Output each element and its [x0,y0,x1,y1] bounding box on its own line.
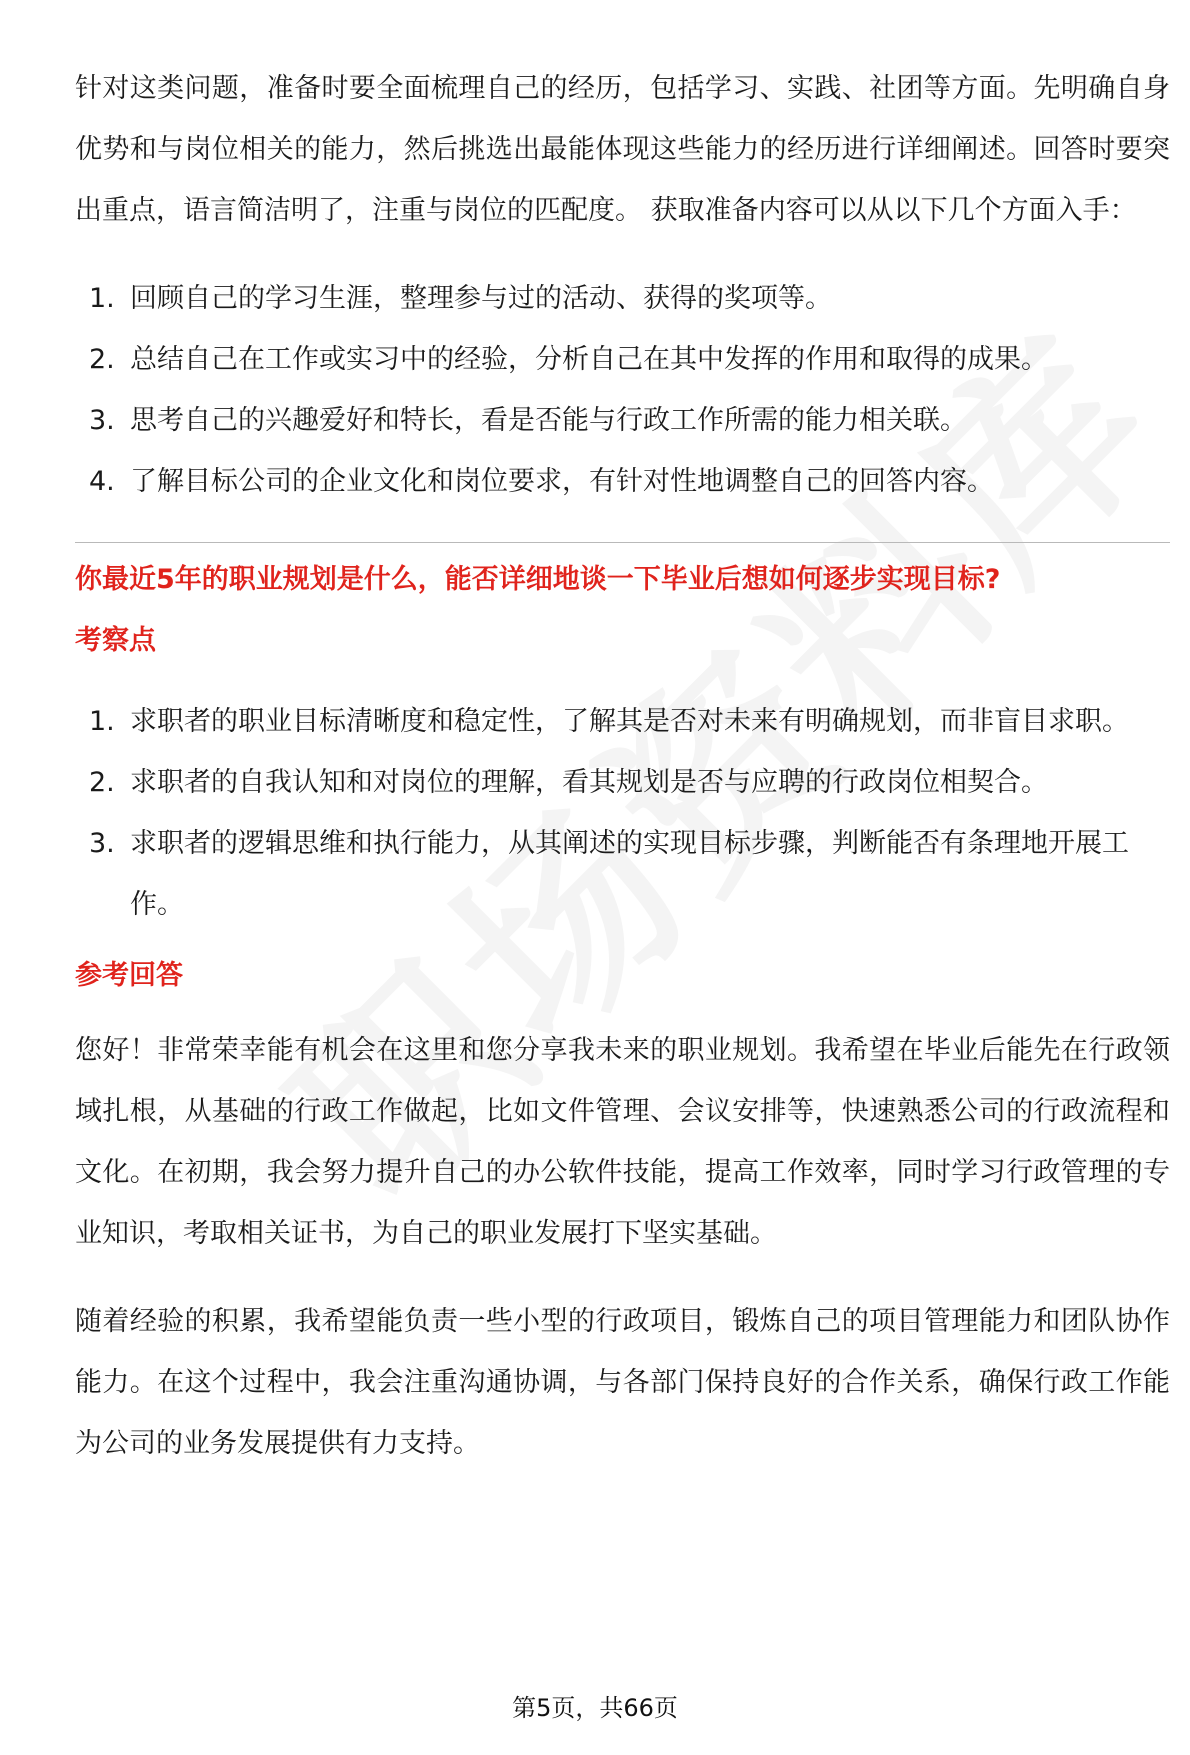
intro-list [75,268,1170,512]
focus-label: 考察点 [75,625,156,656]
list-item: 2. 总结自己在工作或实习中的经验，分析自己在其中发挥的作用和取得的成果。 [89,344,1048,375]
section-divider [75,542,1170,543]
answer-paragraph: 随着经验的积累，我希望能负责一些小型的行政项目，锻炼自己的项目管理能力和团队协作能力。在这个过程中，我会注重沟通协调，与各部门保持良好的合作关系，确保行政工作能为公司的业务发展提供有力支持。 [75,1306,1170,1459]
list-item: 3. 思考自己的兴趣爱好和特长，看是否能与行政工作所需的能力相关联。 [89,405,967,436]
list-item: 4. 了解目标公司的企业文化和岗位要求，有针对性地调整自己的回答内容。 [89,466,994,497]
answer-paragraph: 您好！非常荣幸能有机会在这里和您分享我未来的职业规划。我希望在毕业后能先在行政领域扎根，从基础的行政工作做起，比如文件管理、会议安排等，快速熟悉公司的行政流程和文化。在初期，我会努力提升自己的办公软件技能，提高工作效率，同时学习行政管理的专业知识，考取相关证书，为自己的职业发展打下坚实基础。 [75,1035,1170,1249]
list-item: 1. 求职者的职业目标清晰度和稳定性，了解其是否对未来有明确规划，而非盲目求职。 [89,706,1129,737]
page-footer: 第5页，共66页 [512,1694,678,1722]
intro-paragraph: 针对这类问题，准备时要全面梳理自己的经历，包括学习、实践、社团等方面。先明确自身优势和与岗位相关的能力，然后挑选出最能体现这些能力的经历进行详细阐述。回答时要突出重点，语言简洁明了，注重与岗位的匹配度。 获取准备内容可以从以下几个方面入手： [75,73,1170,226]
document-page [75,58,1170,1474]
question-title: 你最近5年的职业规划是什么，能否详细地谈一下毕业后想如何逐步实现目标? [75,564,1001,595]
focus-list [75,691,1170,935]
list-item: 3. 求职者的逻辑思维和执行能力，从其阐述的实现目标步骤，判断能否有条理地开展工作。 [89,828,1129,920]
list-item: 2. 求职者的自我认知和对岗位的理解，看其规划是否与应聘的行政岗位相契合。 [89,767,1048,798]
list-item: 1. 回顾自己的学习生涯，整理参与过的活动、获得的奖项等。 [89,283,832,314]
answer-label: 参考回答 [75,960,183,991]
